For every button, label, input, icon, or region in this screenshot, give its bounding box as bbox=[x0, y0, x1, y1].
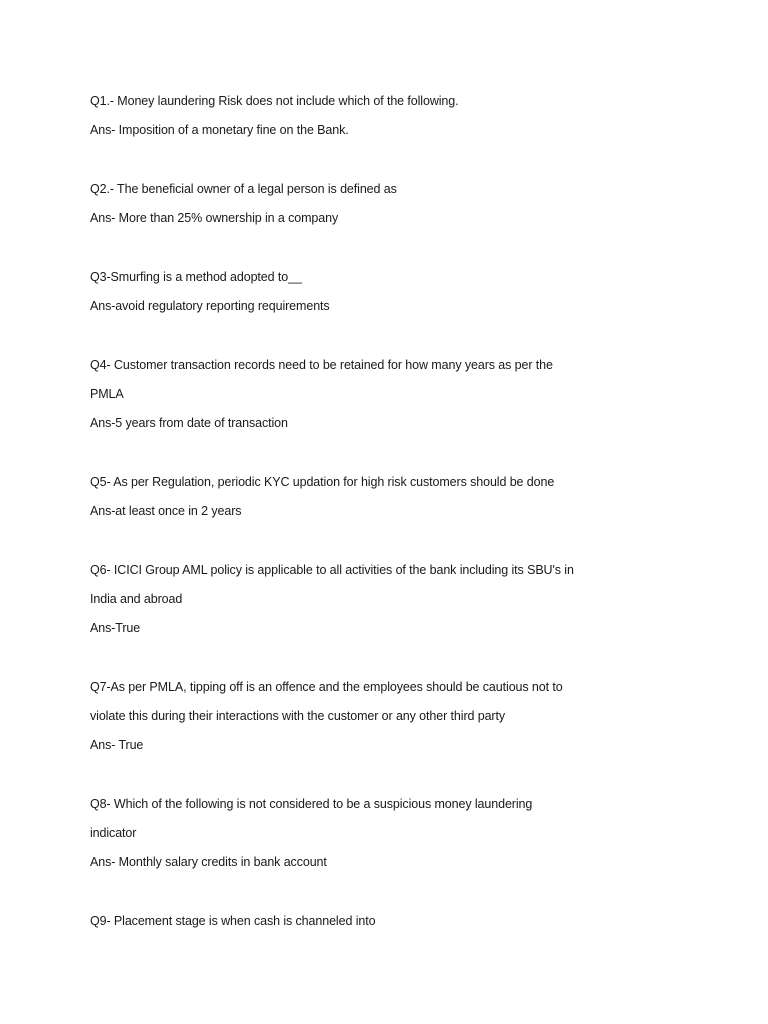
answer-line: Ans- True bbox=[90, 738, 144, 752]
answer-line: Ans-avoid regulatory reporting requirements bbox=[90, 299, 330, 313]
qa-item-7 bbox=[90, 677, 650, 764]
answer-line: Ans- Imposition of a monetary fine on the Bank. bbox=[90, 123, 349, 137]
question-line: India and abroad bbox=[90, 592, 183, 606]
question-line: Q2.- The beneficial owner of a legal person is defined as bbox=[90, 182, 397, 196]
qa-list bbox=[90, 91, 650, 970]
qa-item-2 bbox=[90, 179, 650, 237]
qa-item-9 bbox=[90, 911, 650, 940]
answer-line: Ans- More than 25% ownership in a company bbox=[90, 211, 339, 225]
question-line: indicator bbox=[90, 826, 137, 840]
answer-line: Ans-at least once in 2 years bbox=[90, 504, 242, 518]
question-line: violate this during their interactions with the customer or any other third party bbox=[90, 709, 506, 723]
answer-line: Ans- Monthly salary credits in bank account bbox=[90, 855, 327, 869]
question-line: PMLA bbox=[90, 387, 124, 401]
question-line: Q6- ICICI Group AML policy is applicable to all activities of the bank including its SBU's in bbox=[90, 563, 574, 577]
qa-item-6 bbox=[90, 560, 650, 647]
qa-item-8 bbox=[90, 794, 650, 881]
qa-item-4 bbox=[90, 355, 650, 442]
qa-item-5 bbox=[90, 472, 650, 530]
answer-line: Ans-5 years from date of transaction bbox=[90, 416, 288, 430]
question-line: Q7-As per PMLA, tipping off is an offence and the employees should be cautious not to bbox=[90, 680, 563, 694]
qa-item-3 bbox=[90, 267, 650, 325]
question-line: Q8- Which of the following is not considered to be a suspicious money laundering bbox=[90, 797, 533, 811]
answer-line: Ans-True bbox=[90, 621, 141, 635]
question-line: Q3-Smurfing is a method adopted to__ bbox=[90, 270, 302, 284]
question-line: Q9- Placement stage is when cash is channeled into bbox=[90, 914, 376, 928]
question-line: Q5- As per Regulation, periodic KYC updation for high risk customers should be done bbox=[90, 475, 555, 489]
question-line: Q4- Customer transaction records need to be retained for how many years as per the bbox=[90, 358, 553, 372]
question-line: Q1.- Money laundering Risk does not include which of the following. bbox=[90, 94, 459, 108]
qa-item-1 bbox=[90, 91, 650, 149]
